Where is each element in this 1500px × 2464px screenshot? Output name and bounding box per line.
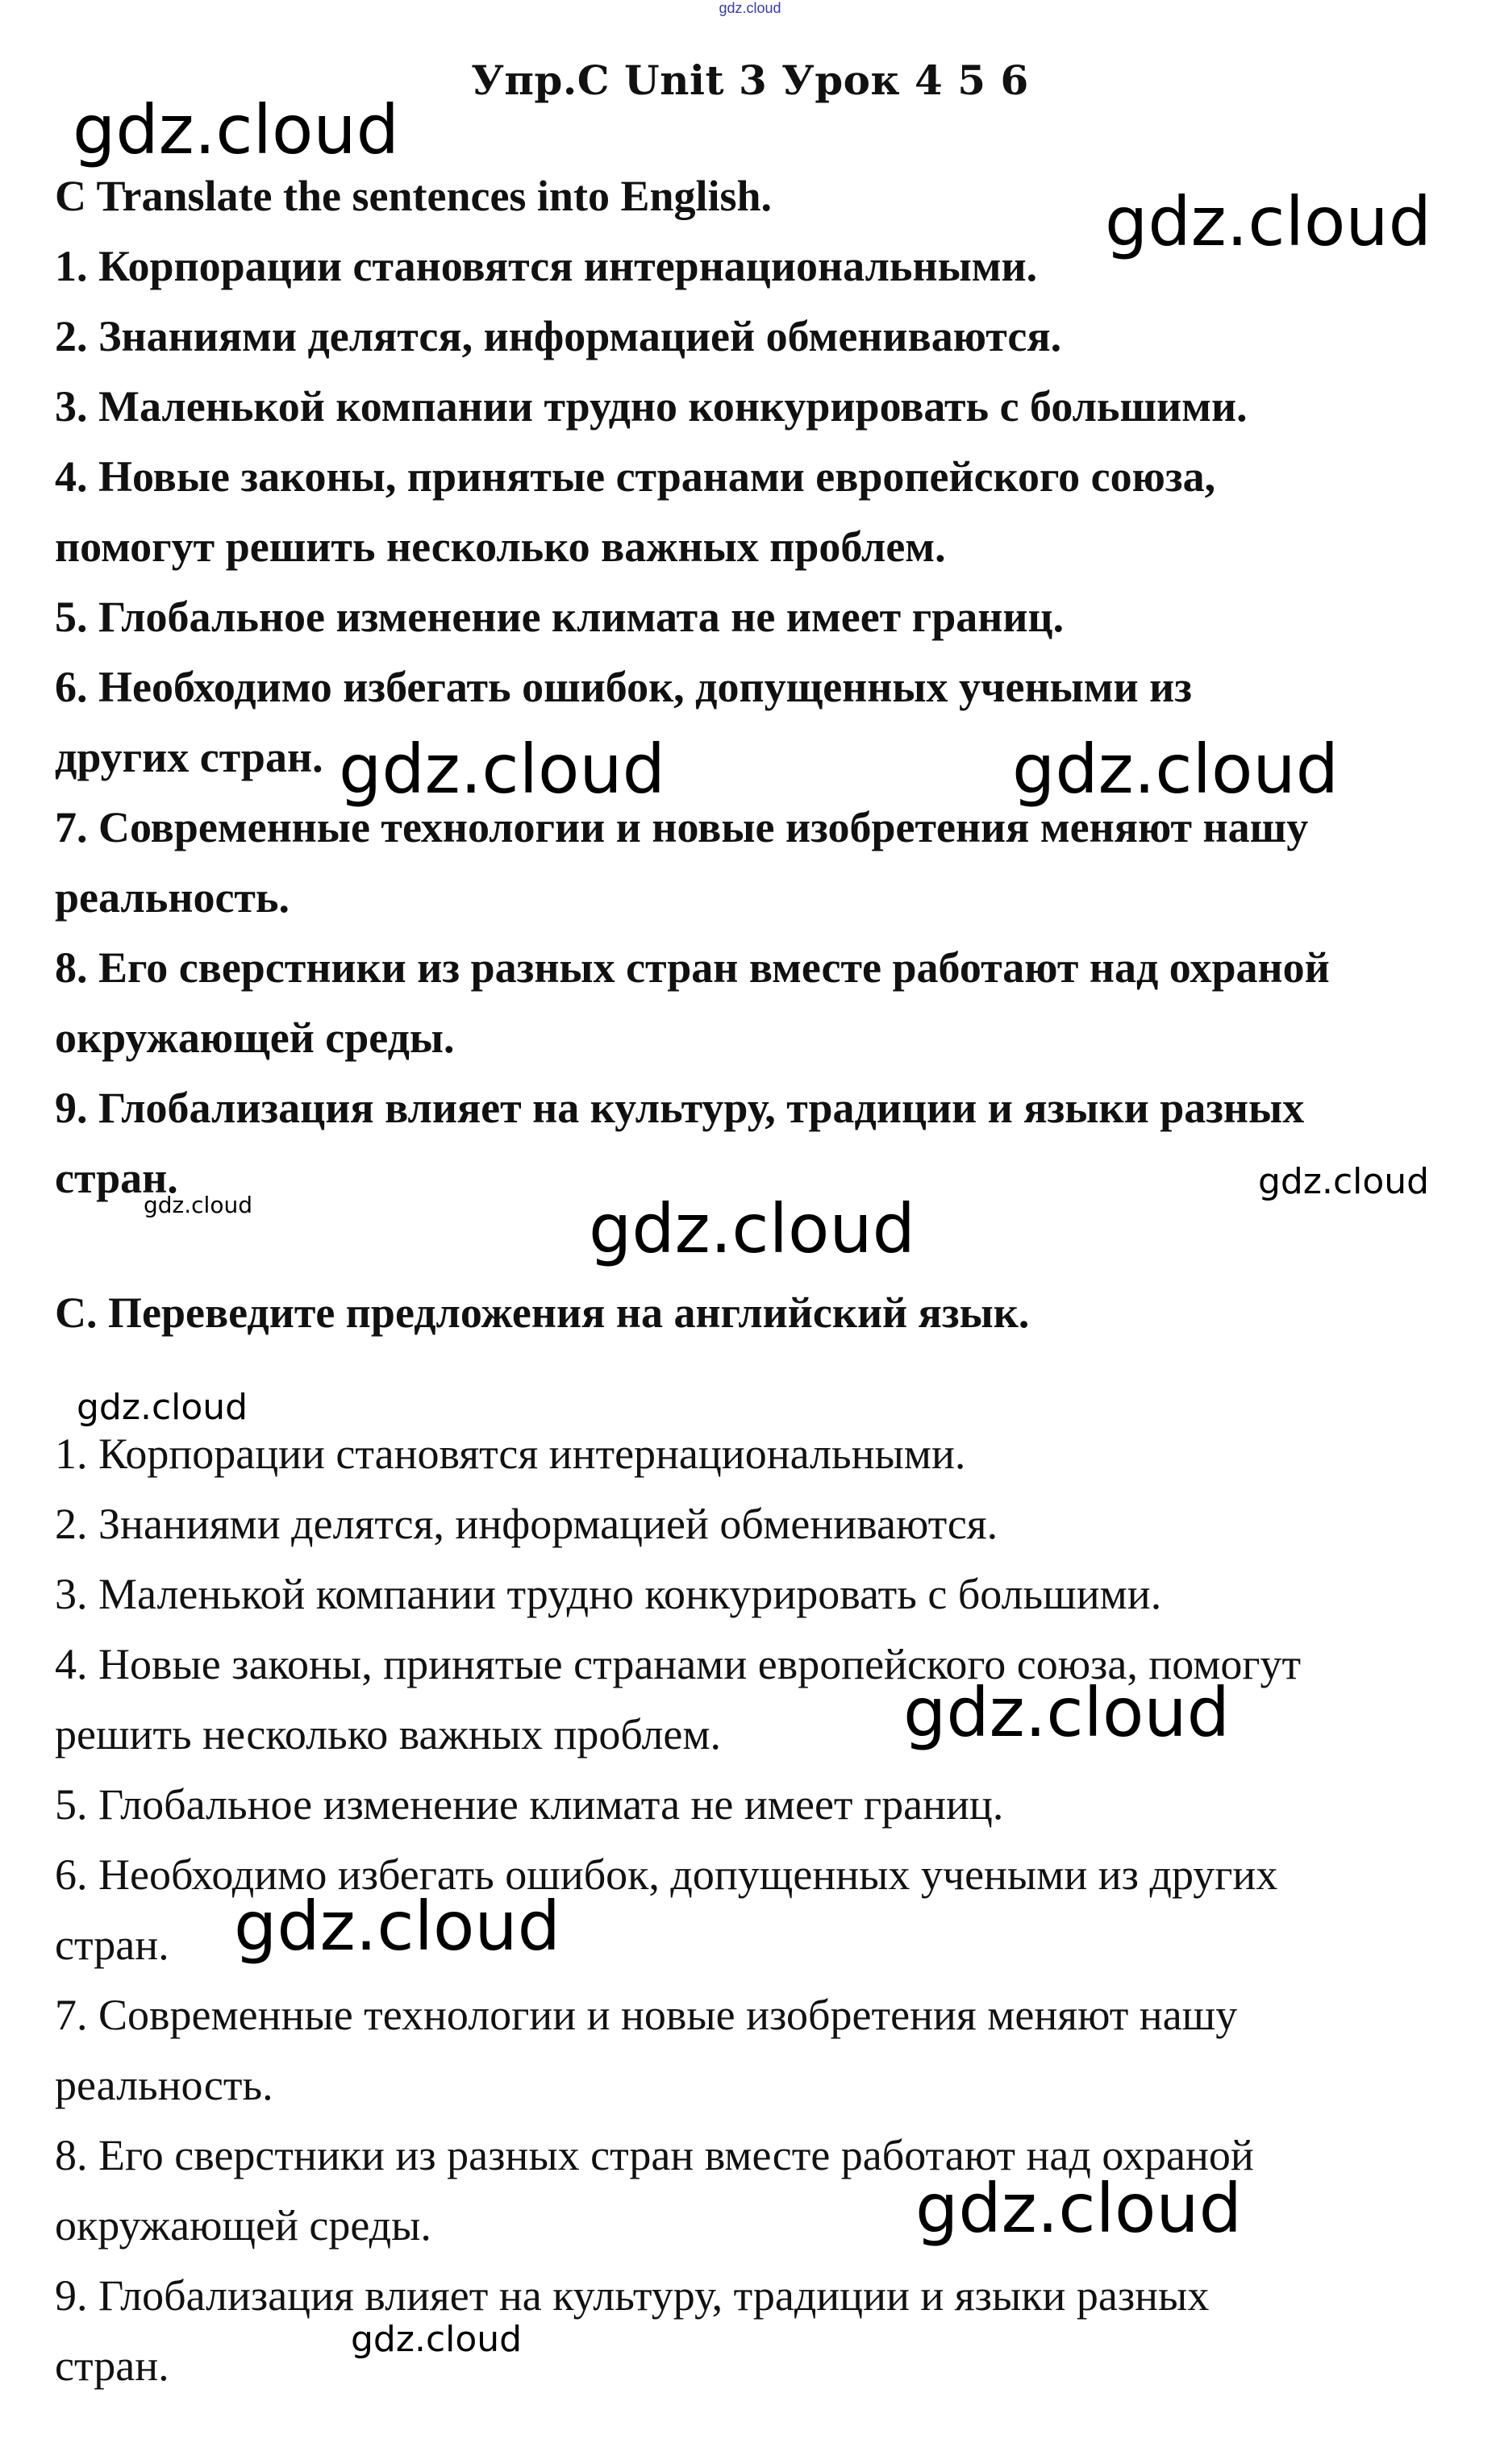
top-watermark: gdz.cloud	[719, 0, 781, 16]
sentence-line: 8. Его сверстники из разных стран вместе работают над охраной	[55, 943, 1330, 992]
sentence-line: 9. Глобализация влияет на культуру, традиции и языки разных	[55, 1084, 1305, 1132]
sentence-line: решить несколько важных проблем.	[55, 1710, 722, 1759]
watermark: gdz.cloud	[234, 1887, 560, 1966]
watermark: gdz.cloud	[1012, 730, 1339, 809]
watermark: gdz.cloud	[73, 90, 399, 169]
sentence-line: 3. Маленькой компании трудно конкурировать с большими.	[55, 382, 1248, 431]
watermark: gdz.cloud	[339, 730, 665, 809]
sentence-line: 5. Глобальное изменение климата не имеет границ.	[55, 1780, 1004, 1829]
sentence-line: других стран.	[55, 733, 323, 781]
watermark: gdz.cloud	[903, 1673, 1230, 1752]
sentence-line: стран.	[55, 2341, 169, 2390]
task-english-section	[55, 161, 1458, 1213]
sentence-line: окружающей среды.	[55, 2201, 431, 2250]
watermark: gdz.cloud	[589, 1189, 915, 1268]
sentence-line: помогут решить несколько важных проблем.	[55, 522, 946, 571]
sentence-line: 6. Необходимо избегать ошибок, допущенных учеными из других	[55, 1850, 1278, 1899]
watermark: gdz.cloud	[1105, 182, 1431, 261]
sentence-line: 7. Современные технологии и новые изобретения меняют нашу	[55, 1991, 1238, 2039]
sentence-line: 6. Необходимо избегать ошибок, допущенных учеными из	[55, 663, 1192, 711]
sentence-line: 7. Современные технологии и новые изобретения меняют нашу	[55, 803, 1309, 851]
sentence-line: стран.	[55, 1154, 178, 1202]
watermark: gdz.cloud	[77, 1387, 248, 1428]
sentence-line: реальность.	[55, 873, 290, 922]
sentence-line: 2. Знаниями делятся, информацией обмениваются.	[55, 312, 1062, 360]
sentence-line: 3. Маленькой компании трудно конкурировать с большими.	[55, 1570, 1162, 1618]
sentence-line: окружающей среды.	[55, 1013, 455, 1062]
sentence-line: 2. Знаниями делятся, информацией обмениваются.	[55, 1500, 998, 1548]
sentence-line: 5. Глобальное изменение климата не имеет границ.	[55, 593, 1065, 641]
watermark: gdz.cloud	[1258, 1161, 1430, 1202]
sentence-line: реальность.	[55, 2061, 273, 2109]
sentence-line: 1. Корпорации становятся интернациональными.	[55, 1430, 966, 1478]
sentence-line: 8. Его сверстники из разных стран вместе работают над охраной	[55, 2131, 1254, 2179]
sentence-line: 4. Новые законы, принятые странами европейского союза,	[55, 452, 1216, 501]
sentence-line: стран.	[55, 1921, 169, 1969]
sentence-line: 4. Новые законы, принятые странами европейского союза, помогут	[55, 1640, 1302, 1688]
task-heading: C Translate the sentences into English.	[55, 172, 773, 220]
sentence-line: 9. Глобализация влияет на культуру, традиции и языки разных	[55, 2271, 1210, 2320]
watermark: gdz.cloud	[351, 2319, 523, 2360]
page-title: Упр.C Unit 3 Урок 4 5 6	[471, 56, 1029, 104]
sentence-line: 1. Корпорации становятся интернациональными.	[55, 242, 1038, 290]
watermark: gdz.cloud	[144, 1192, 252, 1218]
task-russian-heading: С. Переведите предложения на английский язык.	[55, 1288, 1030, 1337]
watermark: gdz.cloud	[915, 2169, 1242, 2248]
